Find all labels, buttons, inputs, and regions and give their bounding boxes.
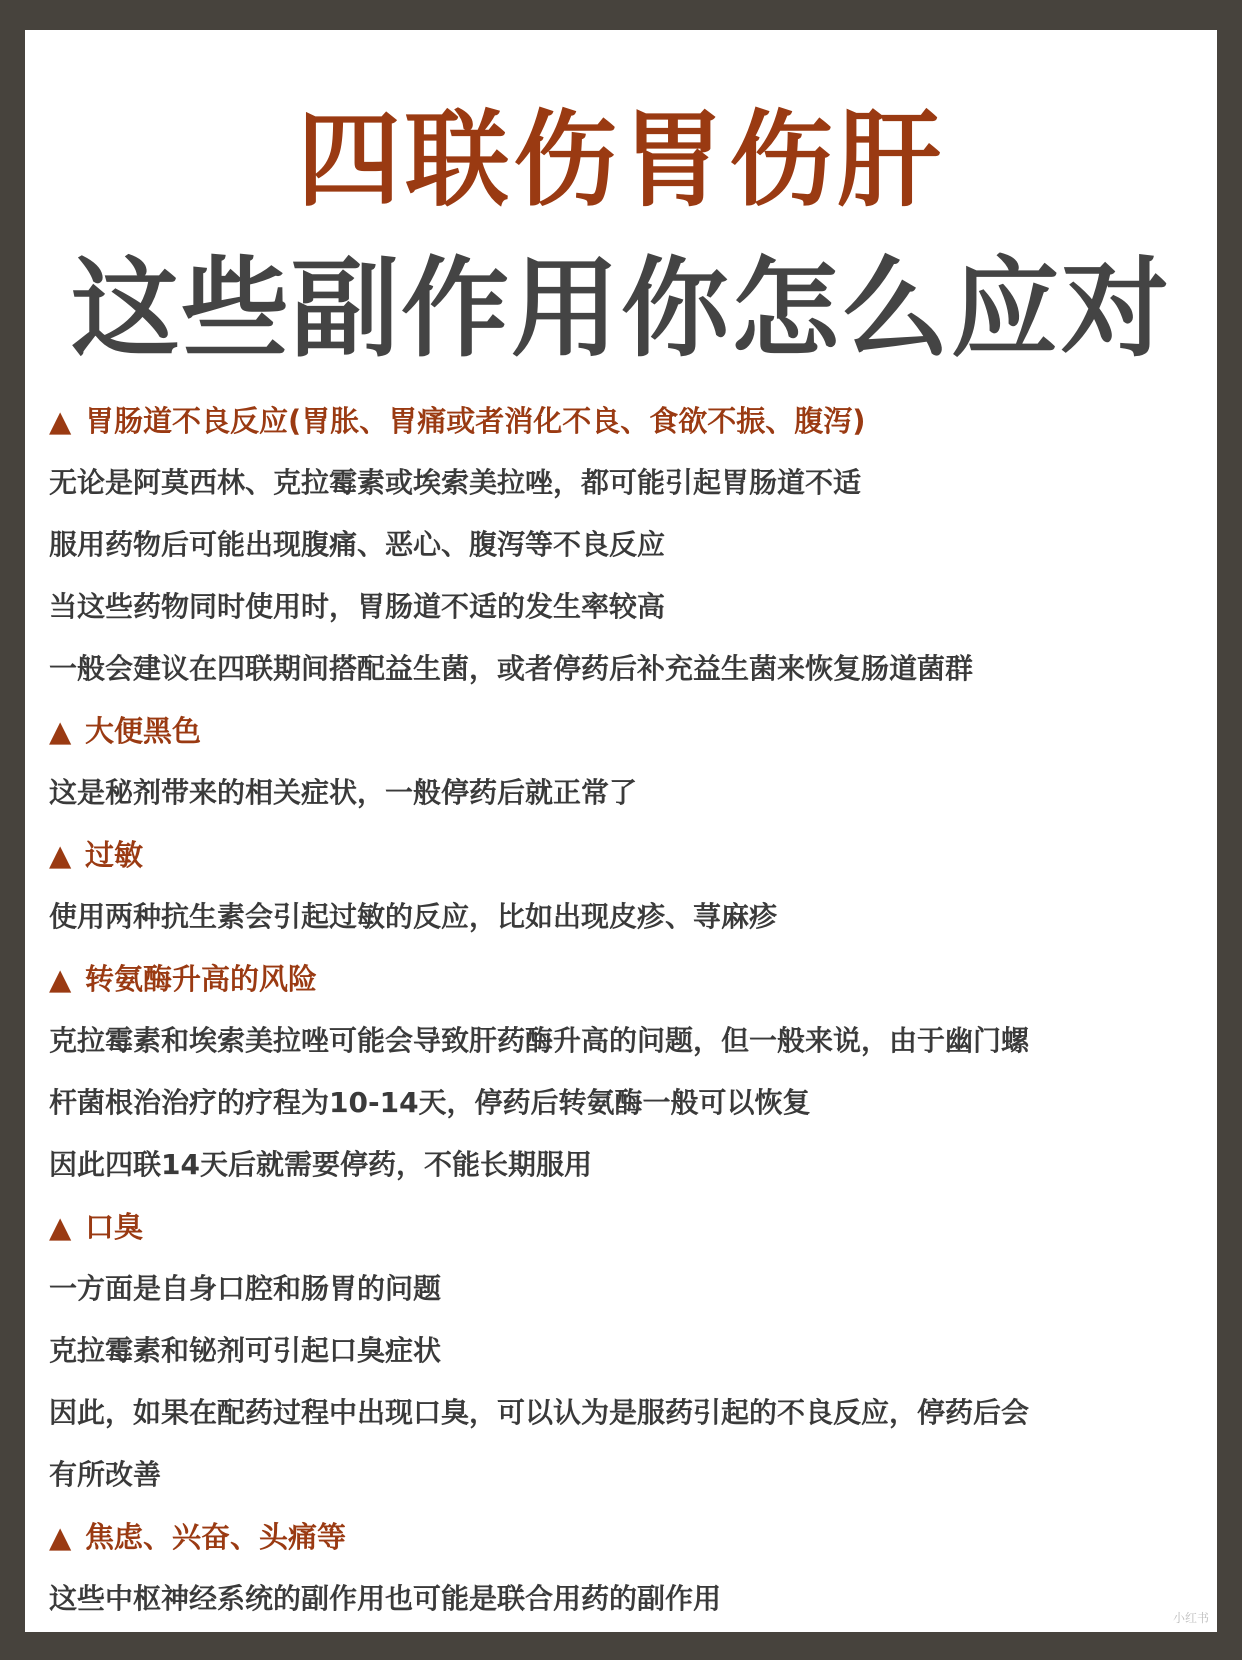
body-line: 有所改善: [49, 1458, 162, 1491]
section-heading-black-stool: [49, 700, 1199, 762]
section-heading-allergy: [49, 824, 1199, 886]
section-heading-gastrointestinal: [49, 390, 1199, 452]
title-line-2: 这些副作用你怎么应对: [70, 247, 1171, 372]
heading-text: 过敏: [85, 838, 144, 872]
body-line: 一方面是自身口腔和肠胃的问题: [49, 1272, 442, 1305]
body-line: 克拉霉素和铋剂可引起口臭症状: [49, 1334, 442, 1367]
body-line: 这些中枢神经系统的副作用也可能是联合用药的副作用: [49, 1582, 722, 1615]
section-heading-transaminase: [49, 948, 1199, 1010]
body-line: 使用两种抗生素会引起过敏的反应，比如出现皮疹、荨麻疹: [49, 900, 778, 933]
section-heading-anxiety: [49, 1506, 1199, 1568]
body-line: 因此四联14天后就需要停药，不能长期服用: [49, 1148, 592, 1181]
triangle-icon: ▲: [49, 1210, 72, 1244]
body-line: 服用药物后可能出现腹痛、恶心、腹泻等不良反应: [49, 528, 666, 561]
section-heading-bad-breath: [49, 1196, 1199, 1258]
triangle-icon: ▲: [49, 714, 72, 748]
body-line: 杆菌根治治疗的疗程为10-14天，停药后转氨酶一般可以恢复: [49, 1086, 811, 1119]
watermark: 小红书: [1172, 1611, 1209, 1625]
triangle-icon: ▲: [49, 962, 72, 996]
heading-text: 口臭: [85, 1210, 144, 1244]
heading-text: 胃肠道不良反应(胃胀、胃痛或者消化不良、食欲不振、腹泻): [85, 404, 866, 438]
body-line: 当这些药物同时使用时，胃肠道不适的发生率较高: [49, 590, 666, 623]
triangle-icon: ▲: [49, 838, 72, 872]
body-line: 这是秘剂带来的相关症状，一般停药后就正常了: [49, 776, 638, 809]
triangle-icon: ▲: [49, 1520, 72, 1554]
heading-text: 焦虑、兴奋、头痛等: [85, 1520, 347, 1554]
heading-text: 转氨酶升高的风险: [85, 962, 318, 996]
heading-text: 大便黑色: [85, 714, 202, 748]
body-line: 一般会建议在四联期间搭配益生菌，或者停药后补充益生菌来恢复肠道菌群: [49, 652, 974, 685]
triangle-icon: ▲: [49, 404, 72, 438]
body-line: 克拉霉素和埃索美拉唑可能会导致肝药酶升高的问题，但一般来说，由于幽门螺: [49, 1024, 1030, 1057]
content-body: [49, 390, 1199, 1630]
title-line-1: 四联伤胃伤肝: [296, 99, 945, 221]
content-card: [25, 30, 1217, 1632]
body-line: 因此，如果在配药过程中出现口臭，可以认为是服药引起的不良反应，停药后会: [49, 1396, 1030, 1429]
body-line: 无论是阿莫西林、克拉霉素或埃索美拉唑，都可能引起胃肠道不适: [49, 466, 862, 499]
